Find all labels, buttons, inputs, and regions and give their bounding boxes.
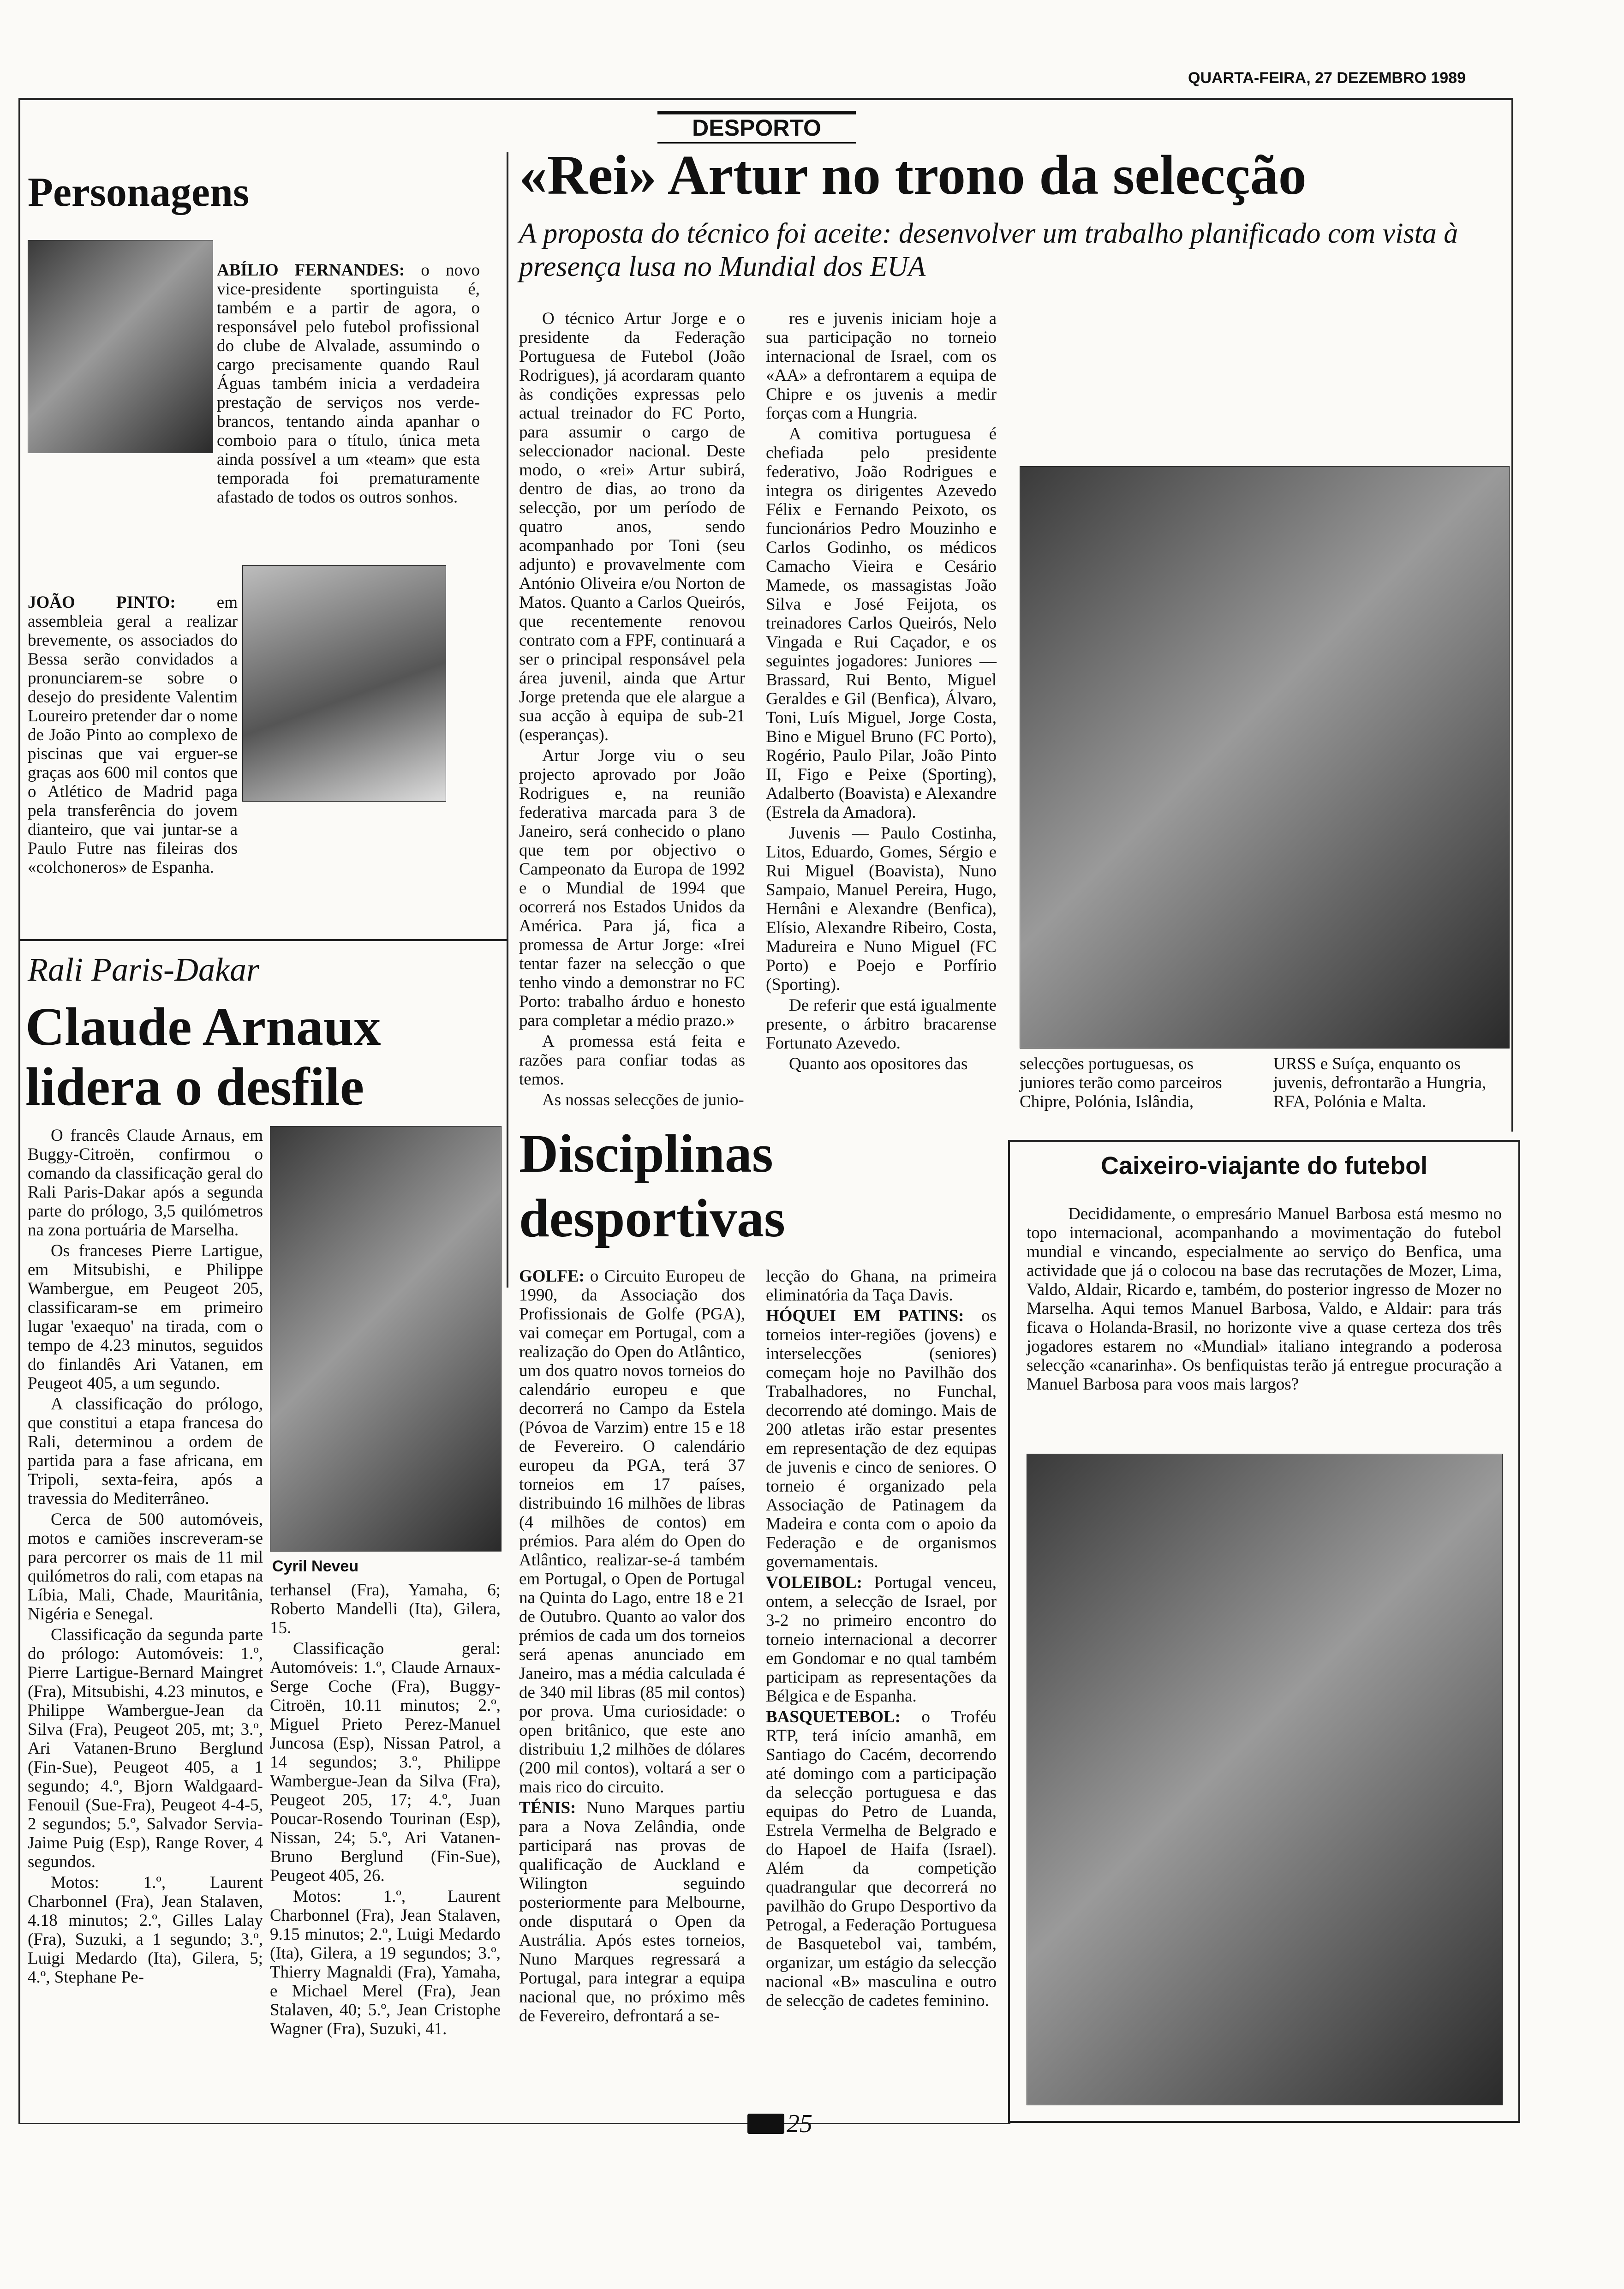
footer-rule: [18, 2123, 1010, 2124]
main-col1-p1: O técnico Artur Jorge e o presidente da Federação Portuguesa de Futebol (João Rodrigues), já acordaram quanto às condições expressas pelo actual treinador do FC Porto, para assumir o cargo de seleccionador nacional. Deste modo, o «rei» Artur subirá, dentro de dias, ao trono da selecção, por um período de quatro anos, sendo acompanhado por Toni (seu adjunto) e provavelmente com António Oliveira e/ou Norton de Matos. Quanto a Carlos Queirós, que recentemente renovou contrato com a FPF, continuará a ser o principal responsável pela área juvenil, ainda que Artur Jorge pretenda que ele alargue a sua acção à equipa de sub-21 (esperanças).: [519, 309, 745, 744]
divider-personagens-bottom: [18, 939, 508, 941]
caixeiro-text: Decididamente, o empresário Manuel Barbosa está mesmo no topo internacional, acompanhando a movimentação do futebol mundial e vincando, especialmente ao serviço do Benfica, uma actividade que já o colocou na base das recrutações de Mozer, Lima, Valdo, Aldair, Ricardo e, também, do posterior ingresso de Mozer no Marselha. Aqui temos Manuel Barbosa, Valdo, e Aldair: para trás ficava o Holanda-Brasil, no horizonte vive a quase certeza dos três jogadores estarem no «Mundial» italiano integrando a poderosa selecção «canarinha». Os benfiquistas terão já entregue procuração a Manuel Barbosa para voos mais largos?: [1027, 1204, 1502, 1394]
rali-col2-p1: terhansel (Fra), Yamaha, 6; Roberto Mandelli (Ita), Gilera, 15.: [270, 1581, 501, 1637]
main-col-2: [766, 309, 997, 1073]
disciplinas-col2-p1: [766, 1267, 997, 1305]
photo-artur-jorge: [1020, 466, 1510, 1049]
rali-col2-p2: Classificação geral: Automóveis: 1.º, Claude Arnaux-Serge Coche (Fra), Buggy-Citroën, 10.11 minutos; 2.º, Miguel Prieto Perez-Manuel Juncosa (Esp), Nissan Patrol, a 14 segundos; 3.º, Philippe Wambergue-Jean da Silva (Fra), Peugeot 205, 17; 4.º, Juan Poucar-Rosendo Tourinan (Esp), Nissan, 24; 5.º, Ari Vatanen-Bruno Berglund (Fin-Sue), Peugeot 405, 26.: [270, 1639, 501, 1885]
disciplinas-col1-p2: [519, 1798, 745, 2025]
main-col-1: [519, 309, 745, 1109]
rali-col1-p5: Classificação da segunda parte do prólogo: Automóveis: 1.º, Pierre Lartigue-Bernard Maingret (Fra), Mitsubishi, 4.23 minutos, e Philippe Wambergue-Jean da Silva (Fra), Peugeot 205, mt; 3.º, Ari Vatanen-Bruno Berglund (Fin-Sue), Peugeot 405, a 1 segundo; 4.º, Bjorn Waldgaard-Fenouil (Sue-Fra), Peugeot 4-4-5, 2 segundos; 5.º, Salvador Servia-Jaime Puig (Esp), Range Rover, 4 segundos.: [28, 1625, 263, 1871]
rali-headline: Claude Arnaux lidera o desfile: [25, 996, 381, 1117]
personagens-item-abilio: [217, 261, 480, 507]
photo-abilio-fernandes: [28, 240, 213, 453]
main-col2-p5: Quanto aos opositores das: [789, 1055, 968, 1073]
rali-col1-p2: Os franceses Pierre Lartigue, em Mitsubishi, e Philippe Wambergue, em Peugeot 205, classificaram-se em primeiro lugar 'exaequo' na tirada, com o tempo de 4.23 minutos, seguidos do finlandês Ari Vatanen, em Peugeot 405, a um segundo.: [28, 1241, 263, 1393]
photo-joao-pinto: [242, 565, 446, 802]
main-col2-p1: res e juvenis iniciam hoje a sua participação no torneio internacional de Israel, com os «AA» a defrontarem a equipa de Chipre e os juvenis a medir forças com a Hungria.: [766, 309, 997, 423]
abilio-text: o novo vice-presidente sportinguista é, também e a partir de agora, o responsável pelo futebol profissional do clube de Alvalade, assumindo o cargo precisamente quando Raul Águas também inicia a verdadeira prestação de serviços nos verde-brancos, tentando ainda apanhar o comboio para o título, única meta ainda possível a um «team» que esta temporada foi prematuramente afastado de todos os outros sonhos.: [217, 261, 480, 507]
personagens-item-joao-pinto: [28, 593, 238, 877]
main-col-3: selecções portuguesas, os juniores terão como parceiros Chipre, Polónia, Islândia,: [1020, 1055, 1222, 1111]
main-col2-p2: A comitiva portuguesa é chefiada pelo presidente federativo, João Rodrigues e integra os dirigentes Azevedo Félix e Fernando Peixoto, os funcionários Pedro Mouzinho e Carlos Godinho, os médicos Camacho Vieira e Cesário Mamede, os massagistas João Silva e José Feijota, os treinadores Carlos Queirós, Nelo Vingada e Rui Caçador, e os seguintes jogadores: Juniores — Brassard, Rui Bento, Miguel Geraldes e Gil (Benfica), Álvaro, Toni, Luís Miguel, Jorge Costa, Bino e Miguel Bruno (FC Porto), Rogério, Paulo Pilar, João Pinto II, Figo e Peixe (Sporting), Adalberto (Boavista) e Alexandre (Estrela da Amadora).: [766, 425, 997, 822]
caixeiro-title: Caixeiro-viajante do futebol: [1100, 1152, 1428, 1180]
rali-col1-p1: O francês Claude Arnaus, em Buggy-Citroën, confirmou o comando da classificação geral do Rali Paris-Dakar após a segunda parte do prólogo, 3,5 quilómetros na zona portuária de Marselha.: [28, 1126, 263, 1240]
disciplinas-col1-p1: [519, 1267, 745, 1797]
main-col2-p4: De referir que está igualmente presente, o árbitro bracarense Fortunato Azevedo.: [766, 996, 997, 1053]
main-headline: «Rei» Artur no trono da selecção: [519, 144, 1307, 206]
disciplinas-col2-p4: [766, 1708, 997, 2010]
joao-pinto-name: JOÃO PINTO:: [28, 593, 176, 612]
disciplinas-col2-p3: [766, 1573, 997, 1706]
main-subhead: A proposta do técnico foi aceite: desenvolver um trabalho planificado com vista à presença lusa no Mundial dos EUA: [519, 218, 1458, 282]
footer-page-number: 25: [787, 2109, 812, 2138]
frame-right: [1511, 98, 1513, 1132]
header-date: QUARTA-FEIRA, 27 DEZEMBRO 1989: [1188, 69, 1466, 87]
photo-manuel-barbosa-valdo-aldair: [1027, 1454, 1503, 2105]
joao-pinto-text: em assembleia geral a realizar brevemente, os associados do Bessa serão convidados a pronunciarem-se sobre o desejo do presidente Valentim Loureiro pretender dar o nome de João Pinto ao complexo de piscinas que vai erguer-se graças aos 600 mil contos que o Atlético de Madrid paga pela transferência do jovem dianteiro, que vai juntar-se a Paulo Futre nas fileiras dos «colchoneros» de Espanha.: [28, 593, 238, 877]
main-col1-p3: A promessa está feita e razões para confiar todas as temos.: [519, 1032, 745, 1089]
hoquei-text: os torneios inter-regiões (jovens) e interselecções (seniores) começam hoje no Pavilhão dos Trabalhadores, no Funchal, decorrendo até domingo. Mais de 200 atletas irão estar presentes em representação de dez equipas de juvenis e cinco de seniores. O torneio é organizado pela Associação de Patinagem da Madeira e conta com o apoio da Federação e de organismos governamentais.: [766, 1306, 997, 1571]
tenis-label: TÉNIS:: [519, 1798, 576, 1817]
main-col2-p3: Juvenis — Paulo Costinha, Litos, Eduardo, Gomes, Sérgio e Rui Miguel (Boavista), Nuno Sampaio, Manuel Pereira, Hugo, Hernâni e Alexandre (Benfica), Elísio, Alexandre Ribeiro, Costa, Madureira e Nuno Miguel (FC Porto) e Poejo e Porfírio (Sporting).: [766, 824, 997, 994]
rali-kicker: Rali Paris-Dakar: [28, 951, 259, 988]
hoquei-label: HÓQUEI EM PATINS:: [766, 1306, 964, 1325]
abilio-name: ABÍLIO FERNANDES:: [217, 261, 405, 280]
rali-col1-p6: Motos: 1.º, Laurent Charbonnel (Fra), Jean Stalaven, 4.18 minutos; 2.º, Gilles Lalay (Fra), Suzuki, a 1 segundo; 3.º, Luigi Medardo (Ita), Gilera, 5; 4.º, Stephane Pe-: [28, 1873, 263, 1987]
disciplinas-headline: Disciplinas desportivas: [519, 1123, 785, 1248]
header-rule: [18, 98, 1513, 100]
voleibol-text: Portugal venceu, ontem, a selecção de Israel, por 3-2 no primeiro encontro do torneio internacional a decorrer em Gondomar e no qual também participam as representações da Bélgica e de Espanha.: [766, 1573, 997, 1706]
basquetebol-text: o Troféu RTP, terá início amanhã, em Santiago do Cacém, decorrendo até domingo com a participação da selecção portuguesa e das equipas do Petro de Luanda, Estrela Vermelha de Belgrado e do Hapoel de Haifa (Israel). Além da competição quadrangular que decorrerá no pavilhão do Grupo Desportivo da Petrogal, a Federação Portuguesa de Basquetebol vai, também, organizar, um estágio da selecção nacional «B» masculina e outro de selecção de cadetes feminino.: [766, 1708, 997, 2010]
disciplinas-col-2: [766, 1267, 997, 2010]
divider-left-column: [507, 152, 508, 1288]
rali-col1-p4: Cerca de 500 automóveis, motos e camiões inscreveram-se para percorrer os mais de 11 mil quilómetros do rali, com etapas na Líbia, Mali, Chade, Mauritânia, Nigéria e Senegal.: [28, 1510, 263, 1624]
rali-col-2: [270, 1581, 501, 2038]
basquetebol-label: BASQUETEBOL:: [766, 1708, 901, 1726]
main-col1-p2: Artur Jorge viu o seu projecto aprovado por João Rodrigues e, na reunião federativa marcada para 3 de Janeiro, será conhecido o plano que tem por objectivo o Campeonato da Europa de 1992 e o Mundial de 1994 que ocorrerá nos Estados Unidos da América. Para já, fica a promessa de Artur Jorge: «Irei tentar fazer na selecção o que tenho vindo a demonstrar no FC Porto: trabalho árduo e honesto para completar a médio prazo.»: [519, 746, 745, 1030]
rali-photo-caption: Cyril Neveu: [272, 1558, 359, 1575]
disciplinas-col2-p2: [766, 1306, 997, 1571]
tenis-text: Nuno Marques partiu para a Nova Zelândia, onde participará nas provas de qualificação de Auckland e Wilington seguindo posteriormente para Melbourne, onde disputará o Open da Austrália. Após estes torneios, Nuno Marques regressará a Portugal, para integrar a equipa nacional que, no próximo mês de Fevereiro, defrontará a se-: [519, 1798, 745, 2025]
main-col1-p4: As nossas selecções de junio-: [542, 1091, 744, 1109]
footer-logo-icon: [747, 2114, 784, 2134]
golfe-label: GOLFE:: [519, 1267, 585, 1286]
rali-col1-p3: A classificação do prólogo, que constitui a etapa francesa do Rali, determinou a ordem de partida para a fase africana, em Tripoli, sexta-feira, após a travessia do Mediterrâneo.: [28, 1395, 263, 1508]
photo-cyril-neveu: [270, 1126, 502, 1552]
main-col-4: URSS e Suíça, enquanto os juvenis, defrontarão a Hungria, RFA, Polónia e Malta.: [1273, 1055, 1487, 1111]
golfe-text: o Circuito Europeu de 1990, da Associação dos Profissionais de Golfe (PGA), vai começar em Portugal, com a realização do Open do Atlântico, um dos quatro novos torneios do calendário europeu e que decorrerá no Campo da Estela (Póvoa de Varzim) entre 15 e 18 de Fevereiro. O calendário europeu da PGA, terá 37 torneios em 17 países, distribuindo 16 milhões de libras (4 milhões de contos) em prémios. Para além do Open do Atlântico, realizar-se-á também em Portugal, o Open de Portugal na Quinta do Lago, entre 18 e 21 de Outubro. Quanto ao valor dos prémios de cada um dos torneios será apenas anunciado em Janeiro, mas a média calculada é de 340 mil libras (85 mil contos) por prova. Uma curiosidade: o open britânico, que este ano distribuiu 1,2 milhões de dólares (200 mil contos), voltará a ser o mais rico do circuito.: [519, 1267, 745, 1797]
section-label: DESPORTO: [657, 111, 856, 144]
personagens-title: Personagens: [28, 169, 249, 215]
disciplinas-col-1: [519, 1267, 745, 2025]
rali-col2-p3: Motos: 1.º, Laurent Charbonnel (Fra), Jean Stalaven, 9.15 minutos; 2.º, Luigi Medardo (Ita), Gilera, a 19 segundos; 3.º, Thierry Magnaldi (Fra), Yamaha, e Michael Merel (Fra), Jean Stalaven, 40; 5.º, Jean Cristophe Wagner (Fra), Suzuki, 41.: [270, 1887, 501, 2038]
voleibol-label: VOLEIBOL:: [766, 1573, 862, 1592]
frame-left: [18, 98, 20, 2124]
ghana-text: lecção do Ghana, na primeira eliminatória da Taça Davis.: [766, 1267, 997, 1305]
rali-col-1: [28, 1126, 263, 1987]
